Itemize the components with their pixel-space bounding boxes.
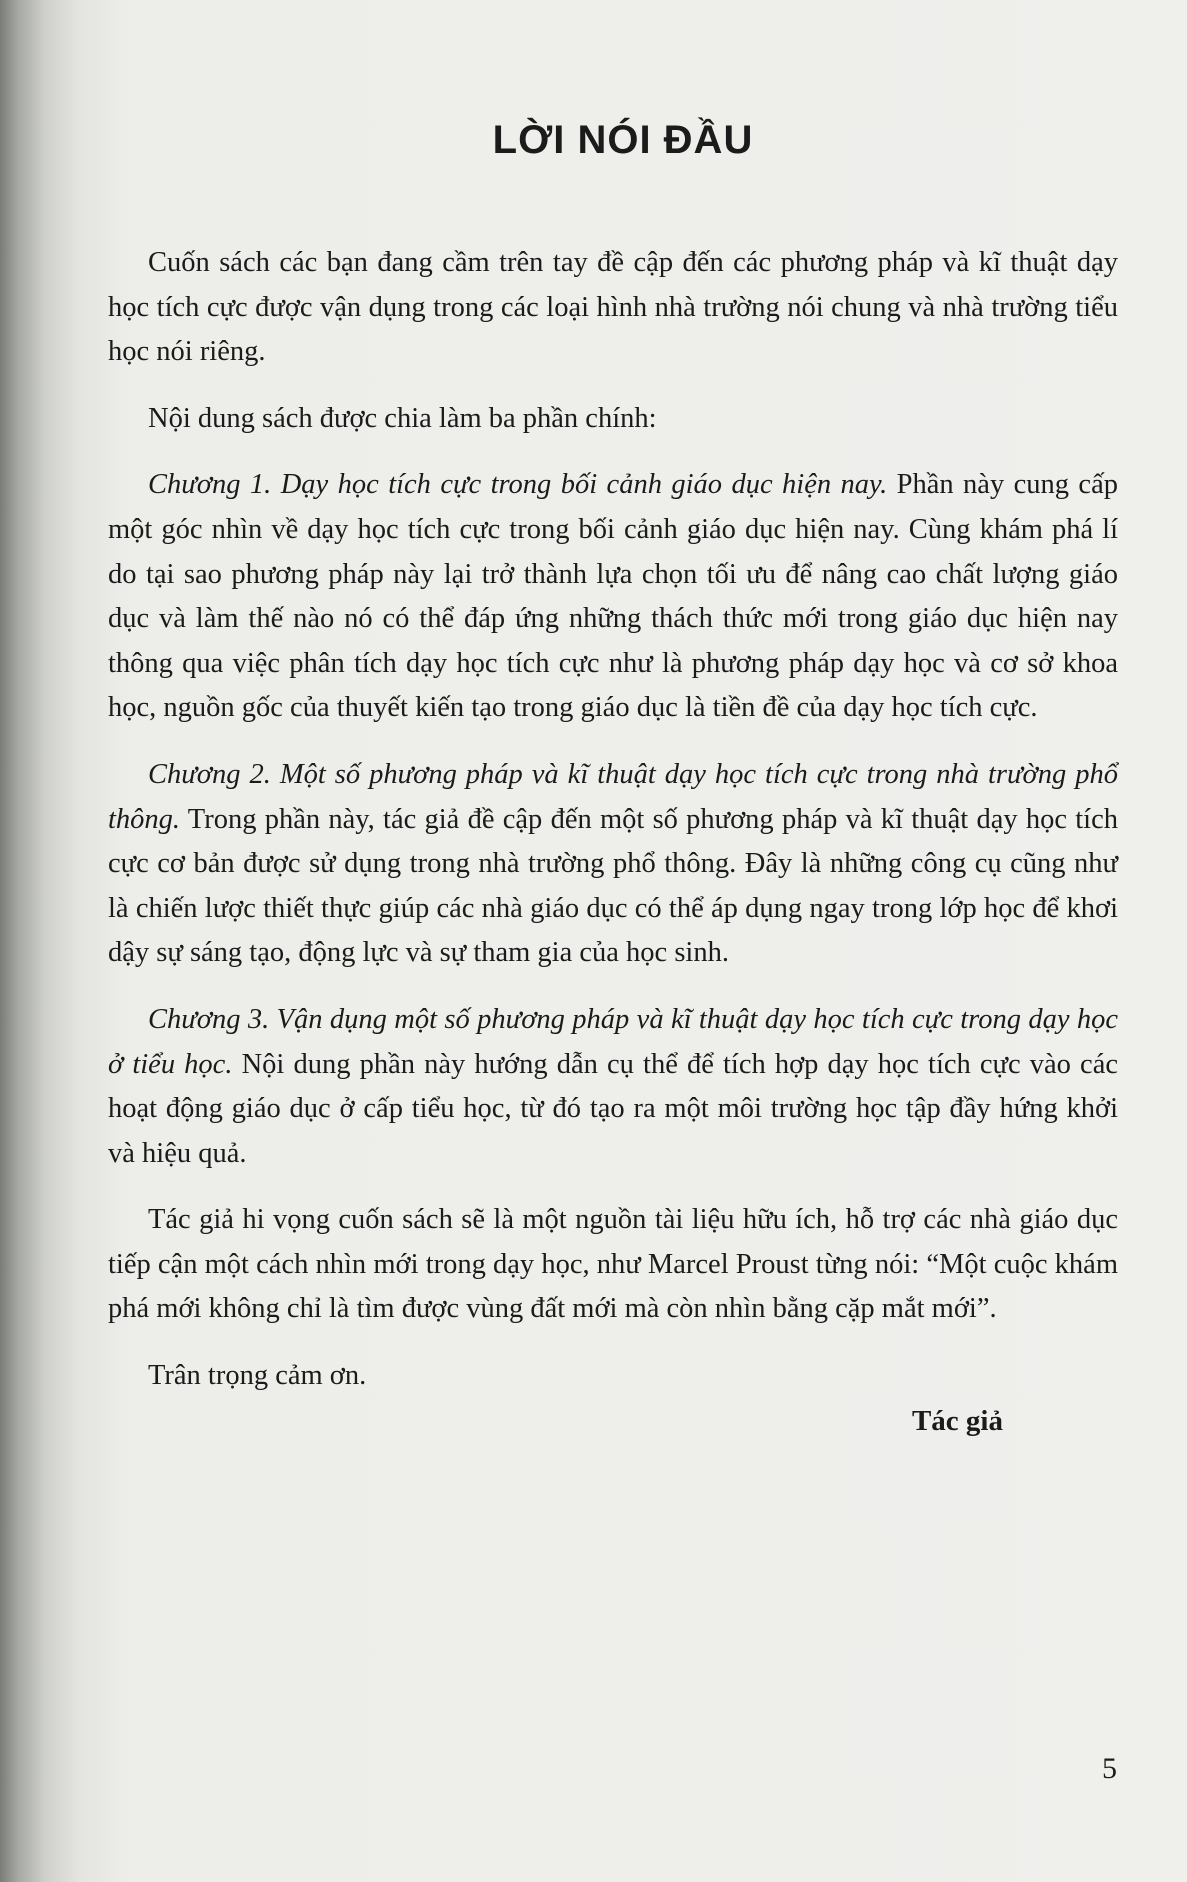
paragraph-chapter-1 — [108, 463, 1118, 731]
paragraph-chapter-3 — [108, 998, 1118, 1176]
paragraph-structure: Nội dung sách được chia làm ba phần chính: — [148, 402, 657, 434]
chapter-2-description: Trong phần này, tác giả đề cập đến một số phương pháp và kĩ thuật dạy học tích cực cơ bản được sử dụng trong nhà trường phổ thông. Đây là những công cụ cũng như là chiến lược thiết thực giúp các nhà giáo dục có thể áp dụng ngay trong lớp học để khơi dậy sự sáng tạo, động lực và sự tham gia của học sinh. — [108, 803, 1118, 969]
page-number: 5 — [1102, 1752, 1117, 1785]
page-title: LỜI NÓI ĐẦU — [492, 118, 754, 162]
paragraph-hope: Tác giả hi vọng cuốn sách sẽ là một nguồn tài liệu hữu ích, hỗ trợ các nhà giáo dục tiếp cận một cách nhìn mới trong dạy học, như Marcel Proust từng nói: “Một cuộc khám phá mới không chỉ là tìm được vùng đất mới mà còn nhìn bằng cặp mắt mới”. — [108, 1204, 1118, 1325]
paragraph-chapter-2 — [108, 753, 1118, 976]
chapter-3-title: Chương 3. Vận dụng một số phương pháp và kĩ thuật dạy học tích cực trong dạy học ở tiểu học. — [108, 1003, 1118, 1080]
chapter-2-title: Chương 2. Một số phương pháp và kĩ thuật dạy học tích cực trong nhà trường phổ thông. — [108, 758, 1118, 835]
preface-content — [108, 118, 1118, 1465]
chapter-1-description: Phần này cung cấp một góc nhìn về dạy học tích cực trong bối cảnh giáo dục hiện nay. Cùng khám phá lí do tại sao phương pháp này lại trở thành lựa chọn tối ưu để nâng cao chất lượng giáo dục và làm thế nào nó có thể đáp ứng những thách thức mới trong giáo dục hiện nay thông qua việc phân tích dạy học tích cực như là phương pháp dạy học và cơ sở khoa học, nguồn gốc của thuyết kiến tạo trong giáo dục là tiền đề của dạy học tích cực. — [108, 469, 1118, 724]
paragraph-intro: Cuốn sách các bạn đang cầm trên tay đề cập đến các phương pháp và kĩ thuật dạy học tích cực được vận dụng trong các loại hình nhà trường nói chung và nhà trường tiểu học nói riêng. — [108, 247, 1118, 368]
chapter-3-description: Nội dung phần này hướng dẫn cụ thể để tích hợp dạy học tích cực vào các hoạt động giáo dục ở cấp tiểu học, từ đó tạo ra một môi trường học tập đầy hứng khởi và hiệu quả. — [108, 1048, 1118, 1169]
paragraph-thanks: Trân trọng cảm ơn. — [148, 1360, 367, 1392]
author-signature: Tác giả — [911, 1404, 1003, 1437]
chapter-1-title: Chương 1. Dạy học tích cực trong bối cảnh giáo dục hiện nay. — [148, 469, 888, 501]
